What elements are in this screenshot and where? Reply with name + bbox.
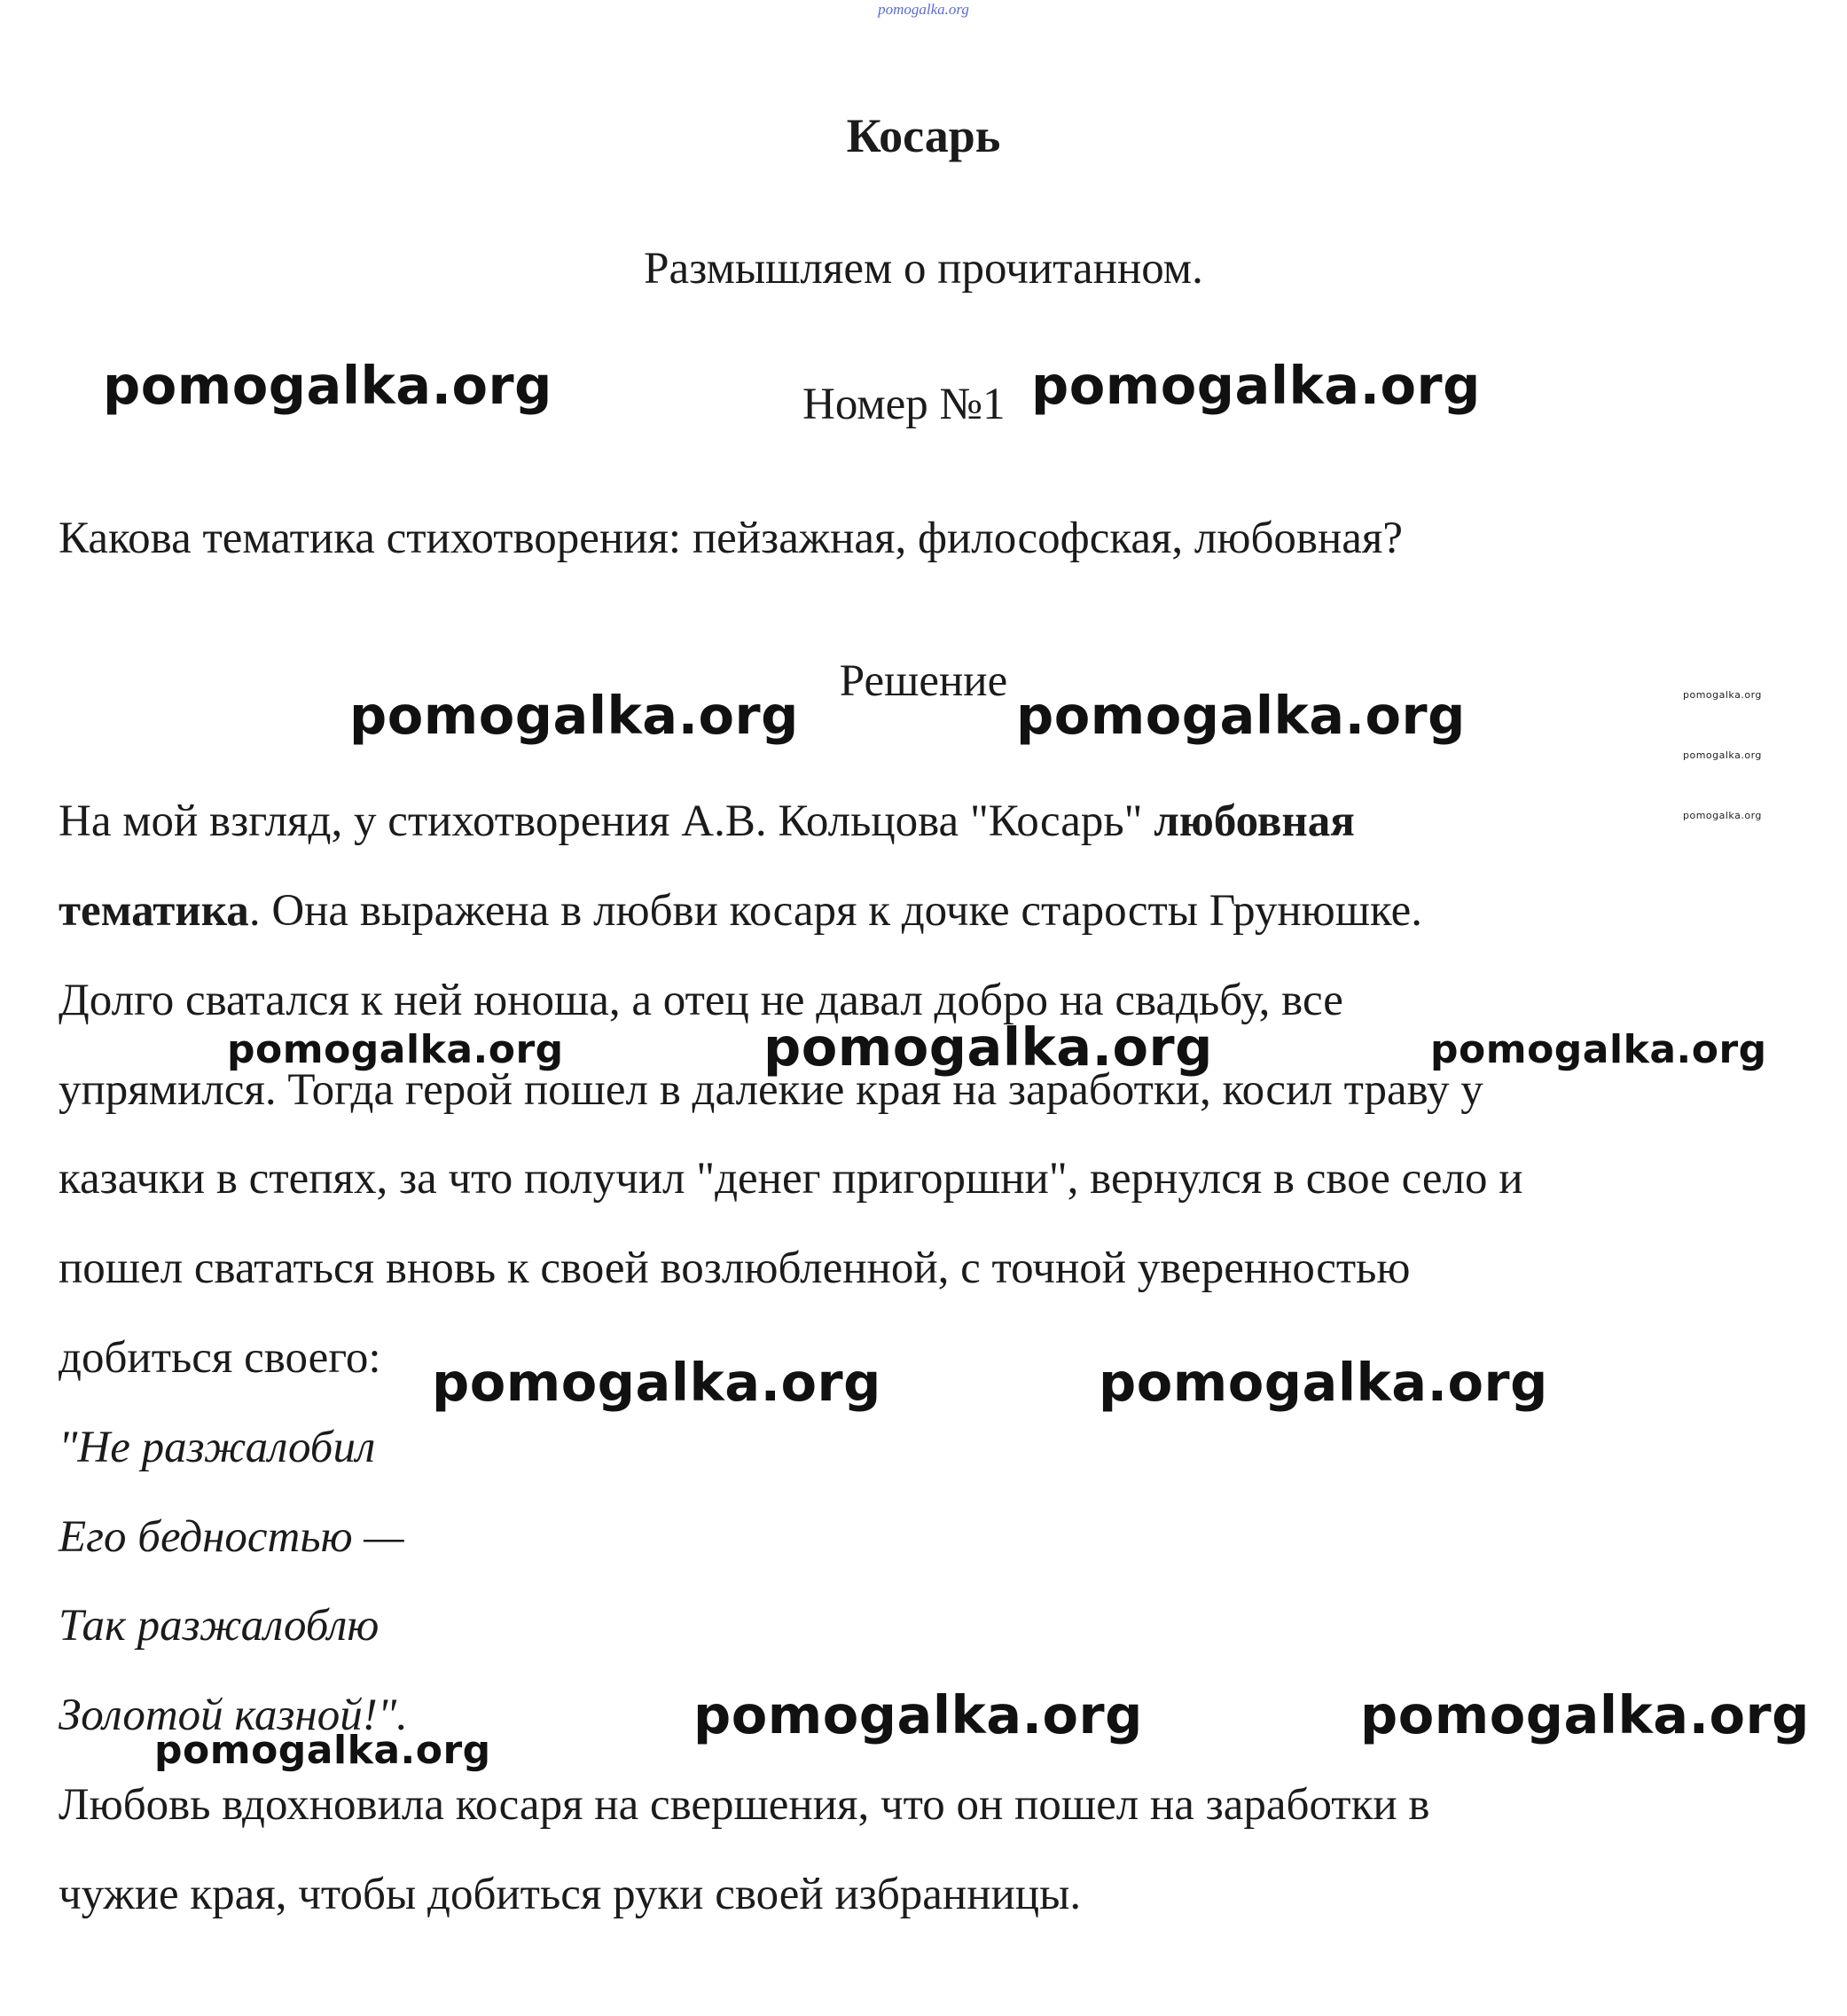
answer-line-2 xyxy=(59,882,1422,940)
solution-label: Решение xyxy=(839,656,1008,706)
answer-emphasis-2: тематика xyxy=(59,886,249,936)
watermark: pomogalka.org xyxy=(349,685,799,746)
answer-line-4: упрямился. Тогда герой пошел в далекие края на заработки, косил траву у xyxy=(59,1065,1483,1115)
watermark: pomogalka.org xyxy=(693,1684,1143,1745)
watermark: pomogalka.org xyxy=(1430,1027,1767,1072)
header-watermark: pomogalka.org xyxy=(878,1,969,18)
page-title: Косарь xyxy=(846,109,1001,162)
section-subtitle: Размышляем о прочитанном. xyxy=(644,244,1203,294)
watermark: pomogalka.org xyxy=(763,1016,1213,1078)
answer-line-1 xyxy=(59,792,1355,851)
watermark: pomogalka.org xyxy=(432,1352,881,1413)
conclusion-line-2: чужие края, чтобы добиться руки своей избранницы. xyxy=(59,1870,1082,1919)
task-number: Номер №1 xyxy=(802,380,1006,429)
question-text: Какова тематика стихотворения: пейзажная, философская, любовная? xyxy=(59,514,1404,563)
watermark: pomogalka.org xyxy=(1360,1684,1810,1745)
watermark: pomogalka.org xyxy=(227,1027,564,1072)
answer-line-6: пошел свататься вновь к своей возлюбленной, с точной уверенностью xyxy=(59,1243,1411,1293)
answer-line-2-text: . Она выражена в любви косаря к дочке старосты Грунюшке. xyxy=(248,886,1422,936)
answer-line-1-text: На мой взгляд, у стихотворения А.В. Кольцова "Косарь" xyxy=(59,796,1154,846)
answer-line-7: добиться своего: xyxy=(59,1333,381,1383)
poem-line-3: Так разжалоблю xyxy=(59,1601,380,1651)
watermark: pomogalka.org xyxy=(1016,685,1466,746)
poem-line-2: Его бедностью — xyxy=(59,1512,404,1562)
poem-line-4: Золотой казной!". xyxy=(59,1690,408,1740)
poem-line-1: "Не разжалобил xyxy=(59,1423,376,1472)
watermark-small: pomogalka.org xyxy=(1683,810,1762,821)
answer-line-5: казачки в степях, за что получил "денег пригоршни", вернулся в свое село и xyxy=(59,1154,1523,1204)
watermark: pomogalka.org xyxy=(103,355,552,416)
answer-line-3: Долго сватался к ней юноша, а отец не давал добро на свадьбу, все xyxy=(59,976,1343,1025)
watermark: pomogalka.org xyxy=(1031,355,1481,416)
watermark: pomogalka.org xyxy=(154,1728,491,1773)
watermark: pomogalka.org xyxy=(1099,1352,1548,1413)
watermark-small: pomogalka.org xyxy=(1683,689,1762,701)
watermark-small: pomogalka.org xyxy=(1683,749,1762,761)
answer-emphasis-1: любовная xyxy=(1154,796,1355,846)
conclusion-line-1: Любовь вдохновила косаря на свершения, что он пошел на заработки в xyxy=(59,1780,1430,1830)
